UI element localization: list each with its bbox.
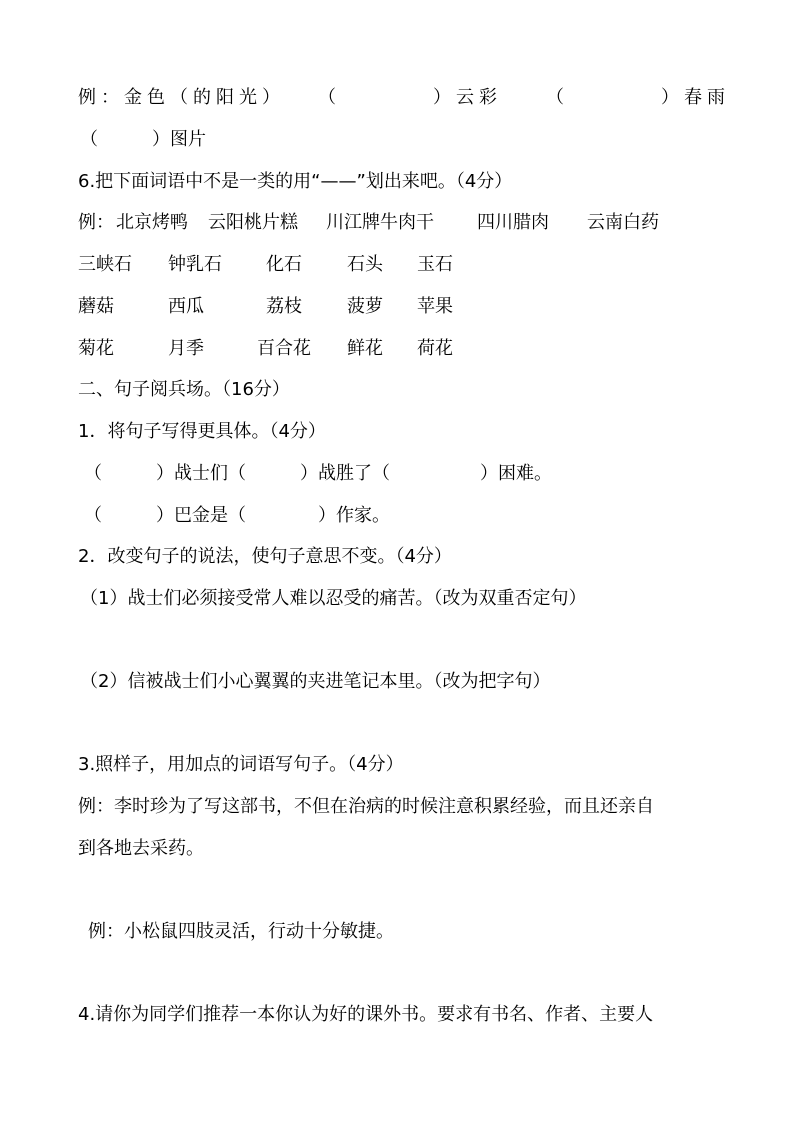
section-2-title: 二、句子阅兵场。（16分） (78, 379, 290, 400)
q6-example-word: 云阳桃片糕 (208, 212, 298, 233)
q6-word: 月季 (168, 338, 204, 359)
q6-word: 蘑菇 (78, 296, 114, 317)
s3-example-line-2: 到各地去采药。 (78, 838, 204, 859)
q6-word: 菠萝 (347, 296, 383, 317)
s4-title: 4.请你为同学们推荐一本你认为好的课外书。要求有书名、作者、主要人 (78, 1004, 654, 1025)
s3-title: 3.照样子，用加点的词语写句子。（4分） (78, 754, 404, 775)
q6-example-word: 四川腊肉 (477, 212, 549, 233)
q6-word: 西瓜 (168, 296, 204, 317)
q6-word: 石头 (347, 254, 383, 275)
s1-line-1: （ ）战士们（ ）战胜了（ ）困难。 (84, 463, 552, 484)
q6-word: 三峡石 (78, 254, 132, 275)
q6-title: 6.把下面词语中不是一类的用“——”划出来吧。（4分） (78, 171, 513, 192)
q6-word: 苹果 (417, 296, 453, 317)
q6-example-label: 例： (78, 212, 114, 233)
q5-blank-rain: （ ）春雨 (546, 87, 730, 108)
q6-word: 荔枝 (266, 296, 302, 317)
q5-blank-picture: （ ）图片 (80, 129, 206, 150)
q6-example-word: 北京烤鸭 (116, 212, 188, 233)
q6-word: 菊花 (78, 338, 114, 359)
q6-word: 玉石 (417, 254, 453, 275)
s2-item-2: （2）信被战士们小心翼翼的夹进笔记本里。（改为把字句） (80, 671, 551, 692)
q6-word: 百合花 (257, 338, 311, 359)
s2-title: 2．改变句子的说法，使句子意思不变。（4分） (78, 546, 452, 567)
q5-example: 例：金色（的阳光） (78, 87, 285, 108)
q5-blank-cloud: （ ）云彩 (318, 87, 502, 108)
q6-word: 鲜花 (347, 338, 383, 359)
q6-example-word: 川江牌牛肉干 (326, 212, 434, 233)
s3-example-line-1: 例：李时珍为了写这部书，不但在治病的时候注意积累经验，而且还亲自 (78, 796, 654, 817)
s3-example-2: 例：小松鼠四肢灵活，行动十分敏捷。 (88, 921, 394, 942)
q6-word: 化石 (266, 254, 302, 275)
s1-title: 1．将句子写得更具体。（4分） (78, 421, 326, 442)
s1-line-2: （ ）巴金是（ ）作家。 (84, 505, 390, 526)
q6-word: 荷花 (417, 338, 453, 359)
q6-word: 钟乳石 (168, 254, 222, 275)
q6-example-word: 云南白药 (587, 212, 659, 233)
s2-item-1: （1）战士们必须接受常人难以忍受的痛苦。（改为双重否定句） (80, 588, 587, 609)
